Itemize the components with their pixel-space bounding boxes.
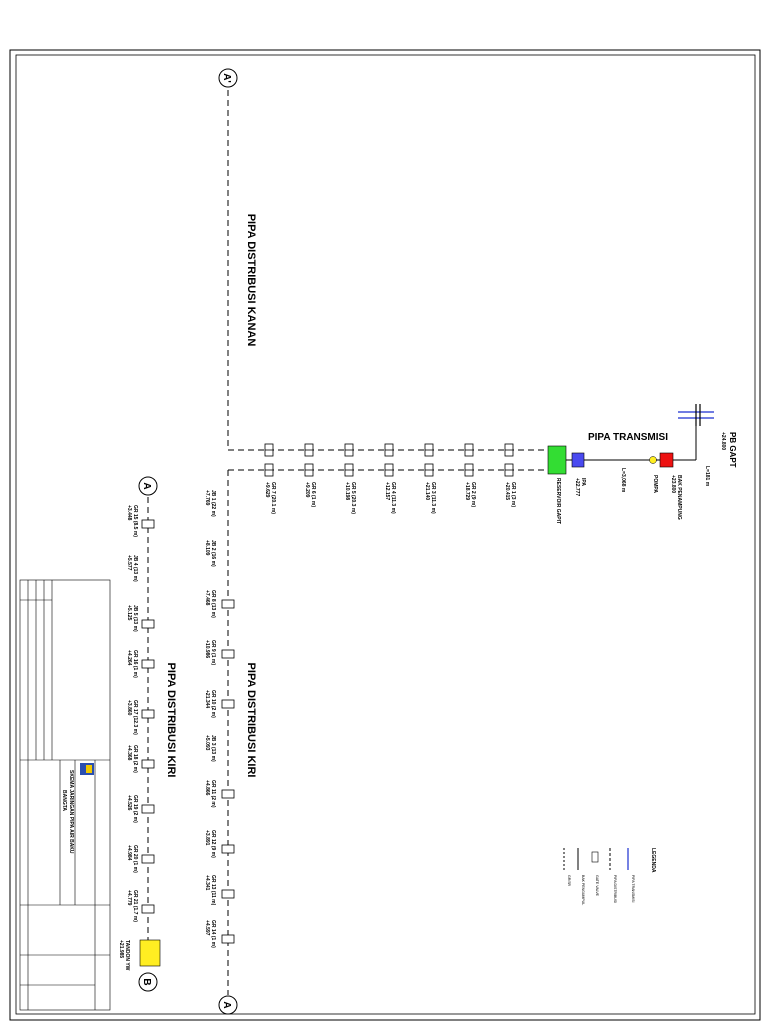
marker-a-right-text: A bbox=[221, 1001, 232, 1009]
node-gr20-name: GR 20 (1 m) bbox=[132, 845, 138, 873]
lower-node-labels bbox=[126, 505, 138, 922]
node-jb3-elev: +5.093 bbox=[204, 735, 210, 751]
ipa-elev: +22.777 bbox=[574, 478, 580, 497]
node-gr20-elev: +4.984 bbox=[126, 845, 132, 861]
node-jb5-elev: +5.125 bbox=[126, 605, 132, 621]
node-gr8-elev: +7.468 bbox=[204, 590, 210, 606]
tandon-name: TANDON YW bbox=[124, 940, 130, 971]
node-gr11-name: GR 11 (2 m) bbox=[210, 780, 216, 808]
node-gr8-name: GR 8 (13 m) bbox=[210, 590, 216, 618]
legend-title: LEGENDA bbox=[650, 848, 656, 873]
sheet-inner-border bbox=[16, 55, 755, 1014]
marker-a-left bbox=[139, 477, 157, 495]
node-gr10-name: GR 10 (2 m) bbox=[210, 690, 216, 718]
node-gr19-name: GR 19 (2 m) bbox=[132, 795, 138, 823]
node-gr16-elev: +4.264 bbox=[126, 650, 132, 666]
node-gr13-elev: +4.341 bbox=[204, 875, 210, 891]
node-gr14-name: GR 14 (1 m) bbox=[210, 920, 216, 948]
node-gr15-name: GR 15 (8.5 m) bbox=[132, 505, 138, 537]
label-pipa-distribusi-kiri-middle: PIPA DISTRIBUSI KIRI bbox=[245, 662, 257, 778]
bak-penampung-box bbox=[660, 453, 673, 467]
node-gr19-elev: +4.526 bbox=[126, 795, 132, 811]
label-pipa-distribusi-kiri-lower: PIPA DISTRIBUSI KIRI bbox=[165, 662, 177, 778]
node-gr3-elev: +21.140 bbox=[424, 482, 430, 501]
node-gr17-name: GR 17 (12.3 m) bbox=[132, 700, 138, 735]
source-name: PB GAPT bbox=[728, 432, 737, 468]
pump-length: L=3,068 m bbox=[620, 468, 626, 493]
ipa-box bbox=[572, 453, 584, 467]
node-gr3-name: GR 3 (11.3 m) bbox=[430, 482, 436, 514]
node-gr4-name: GR 4 (11.3 m) bbox=[390, 482, 396, 514]
node-gr4-elev: +12.157 bbox=[384, 482, 390, 501]
node-gr1-name: GR 1 (3 m) bbox=[510, 482, 516, 508]
node-gr15-elev: +3.448 bbox=[126, 505, 132, 521]
marker-b-text: B bbox=[141, 978, 152, 986]
node-gr6-elev: +9.209 bbox=[304, 482, 310, 498]
legend-item-5: GR/SR bbox=[567, 875, 571, 887]
legend-item-1: PIPA TRANSMISI bbox=[631, 875, 635, 903]
node-gr6-name: GR 6 (1 m) bbox=[310, 482, 316, 508]
node-jb4-name: JB 4 (13 m) bbox=[132, 555, 138, 582]
pompa-symbol bbox=[650, 457, 657, 464]
title-line2: BANGTA bbox=[61, 790, 67, 812]
legend-item-3: GATE VALVE bbox=[595, 875, 599, 897]
node-gr10-elev: +21.344 bbox=[204, 690, 210, 709]
node-gr2-elev: +18.729 bbox=[464, 482, 470, 501]
marker-b bbox=[139, 973, 157, 991]
label-pipa-transmisi: PIPA TRANSMISI bbox=[587, 432, 669, 443]
marker-a-prime-text: A' bbox=[221, 73, 232, 83]
node-gr1-elev: +20.415 bbox=[504, 482, 510, 501]
pipa-distribusi-kanan-route bbox=[228, 90, 548, 995]
node-gr2-name: GR 2 (9 m) bbox=[470, 482, 476, 508]
legend bbox=[564, 848, 656, 905]
node-gr7-elev: +9.629 bbox=[264, 482, 270, 498]
node-jb1-elev: +7.769 bbox=[204, 490, 210, 506]
middle-node-labels bbox=[204, 490, 216, 948]
pompa-label: POMPA bbox=[652, 475, 658, 493]
node-gr12-elev: +3.891 bbox=[204, 830, 210, 846]
node-gr17-elev: +3.860 bbox=[126, 700, 132, 716]
node-jb1-name: JB 1 (22 m) bbox=[210, 490, 216, 517]
legend-item-4: BAK PENGUMPUL bbox=[581, 875, 585, 906]
bak-name: BAK PENAMPUNG bbox=[676, 475, 682, 520]
node-gr18-name: GR 18 (2 m) bbox=[132, 745, 138, 773]
node-gr16-name: GR 16 (1 m) bbox=[132, 650, 138, 678]
sheet-outer-border bbox=[10, 50, 760, 1020]
title-line1: SKEMA JARINGAN PIPA AIR BAKU bbox=[68, 770, 74, 854]
marker-a-prime bbox=[219, 69, 237, 87]
node-jb2-elev: +8.109 bbox=[204, 540, 210, 556]
node-gr21-elev: +4.779 bbox=[126, 890, 132, 906]
node-gr14-elev: +4.597 bbox=[204, 920, 210, 936]
node-jb2-name: JB 2 (16 m) bbox=[210, 540, 216, 567]
node-gr18-elev: +4.368 bbox=[126, 745, 132, 761]
node-jb3-name: JB 3 (13 m) bbox=[210, 735, 216, 762]
upper-valves bbox=[265, 444, 513, 476]
node-gr11-elev: +4.866 bbox=[204, 780, 210, 796]
marker-a-left-text: A bbox=[141, 482, 152, 490]
node-jb5-name: JB 5 (13 m) bbox=[132, 605, 138, 632]
upper-node-labels bbox=[264, 482, 516, 514]
node-jb4-elev: +5.577 bbox=[126, 555, 132, 571]
node-gr7-name: GR 7 (20.1 m) bbox=[270, 482, 276, 514]
reservoir-gapit-box bbox=[548, 446, 566, 474]
bak-elev: +23.800 bbox=[670, 475, 676, 494]
node-gr9-name: GR 9 (1 m) bbox=[210, 640, 216, 666]
source-elev: +24.800 bbox=[720, 432, 726, 451]
node-gr9-elev: +10.986 bbox=[204, 640, 210, 659]
node-gr13-name: GR 13 (11 m) bbox=[210, 875, 216, 906]
node-gr12-name: GR 12 (9 m) bbox=[210, 830, 216, 858]
node-gr5-elev: +10.198 bbox=[344, 482, 350, 501]
label-pipa-distribusi-kanan: PIPA DISTRIBUSI KANAN bbox=[245, 213, 257, 347]
reservoir-label: RESERVOIR GAPIT bbox=[555, 478, 561, 525]
source-length: L=181 m bbox=[704, 466, 710, 487]
transmission-labels bbox=[555, 432, 737, 524]
tandon-elev: +21.985 bbox=[118, 940, 124, 959]
node-gr5-name: GR 5 (20.3 m) bbox=[350, 482, 356, 514]
ipa-label: IPA bbox=[580, 478, 586, 486]
node-gr21-name: GR 21 (1.7 m) bbox=[132, 890, 138, 922]
marker-a-right-bottom bbox=[219, 996, 237, 1014]
tandon-box bbox=[140, 940, 160, 966]
legend-item-2: PIPA DISTRIBUSI bbox=[613, 875, 617, 904]
